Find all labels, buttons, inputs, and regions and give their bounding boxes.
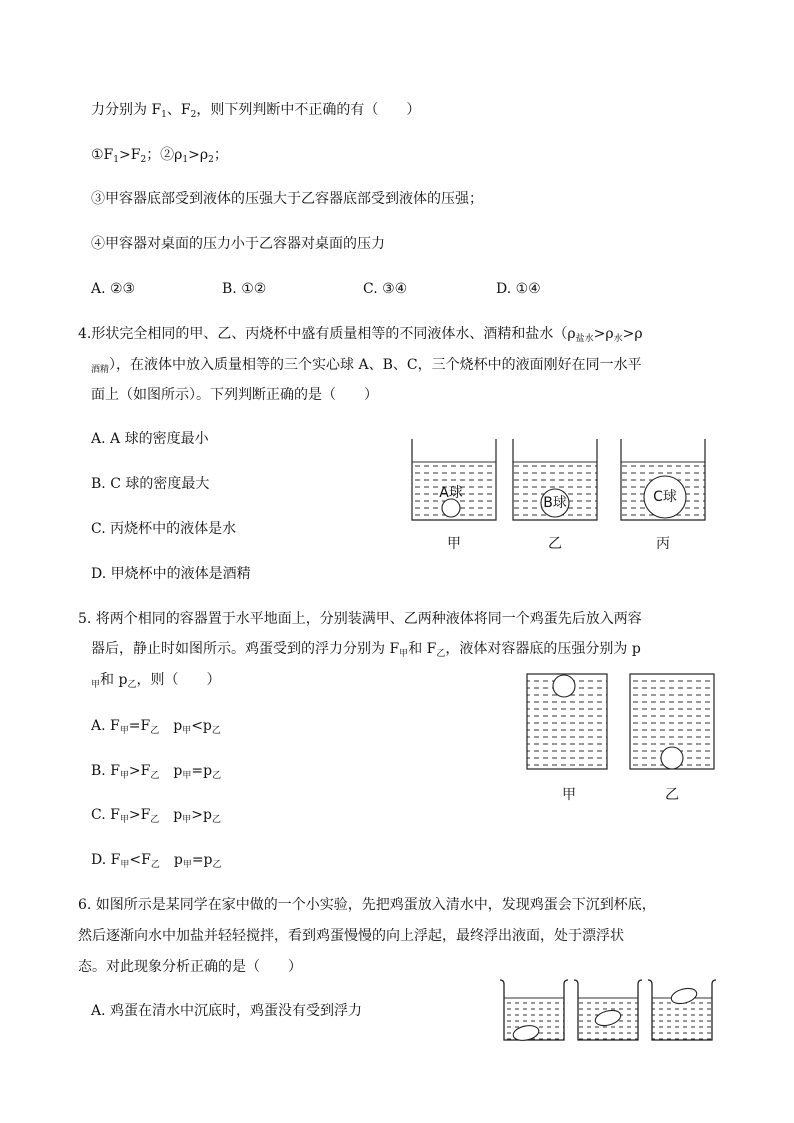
q4-figure (405, 435, 705, 555)
q3-statement-4: ④甲容器对桌面的压力小于乙容器对桌面的压力 (91, 236, 385, 252)
ball-a (442, 499, 460, 517)
q3-option-a[interactable]: A. ②③ (91, 281, 136, 297)
q4-stem-line-3: 面上（如图所示）。下列判断正确的是（ ） (91, 387, 378, 403)
q6-stem-line-2: 然后逐渐向水中加盐并轻轻搅拌，看到鸡蛋慢慢的向上浮起，最终浮出液面，处于漂浮状 (78, 928, 624, 944)
q5-stem-line-1: 5. 将两个相同的容器置于水平地面上，分别装满甲、乙两种液体将同一个鸡蛋先后放入两容 (78, 611, 642, 627)
beaker-label-bing: 丙 (656, 536, 670, 552)
beaker-bing (621, 439, 705, 520)
q4-option-d[interactable]: D. 甲烧杯中的液体是酒精 (91, 566, 251, 582)
q5-option-a[interactable]: A. $F_甲=F_乙$ $p_甲<p_乙$ (91, 718, 221, 736)
q5-figure (524, 671, 724, 806)
q5-option-c[interactable]: C. $F_甲>F_乙$ $p_甲>p_乙$ (91, 807, 222, 825)
q6-stem-line-3: 态。对此现象分析正确的是（ ） (78, 959, 302, 975)
beaker-1 (500, 980, 568, 1043)
q6-option-a[interactable]: A. 鸡蛋在清水中沉底时，鸡蛋没有受到浮力 (91, 1003, 363, 1019)
q5-stem-line-2: 器后，静止时如图所示。鸡蛋受到的浮力分别为 $F_甲$和 $F_乙$，液体对容器底的压强分别为 p (91, 641, 641, 659)
q3-statement-1-2: $①F_1>F_2$；$②\rho_1>\rho_2$； (91, 147, 228, 165)
liquid-3 (652, 998, 712, 1040)
q3-statement-3: ③甲容器底部受到液体的压强大于乙容器底部受到液体的压强； (91, 191, 483, 207)
q3-option-b[interactable]: B. ①② (222, 281, 267, 297)
beaker-3 (648, 980, 716, 1040)
q4-option-c[interactable]: C. 丙烧杯中的液体是水 (91, 521, 237, 537)
beaker-label-yi: 乙 (548, 536, 562, 552)
egg-jia (553, 675, 575, 697)
ball-c-label: C球 (653, 489, 677, 505)
q5-option-d[interactable]: D. $F_甲<F_乙$ $p_甲=p_乙$ (91, 852, 222, 870)
container-yi (630, 674, 714, 769)
ball-a-label: A球 (439, 485, 463, 501)
q5-stem-line-3: $_甲$和 $p_乙$，则（ ） (91, 672, 221, 690)
container-jia (527, 674, 607, 769)
beaker-label-jia: 甲 (447, 536, 461, 552)
q4-option-a[interactable]: A. A 球的密度最小 (91, 431, 209, 447)
beaker-jia (412, 439, 496, 520)
beaker-2 (574, 980, 642, 1040)
q3-option-c[interactable]: C. ③④ (363, 281, 408, 297)
container-label-yi: 乙 (665, 787, 679, 803)
egg-yi (661, 747, 683, 769)
q3-stem: 力分别为 $F_1$、$F_2$，则下列判断中不正确的有（ ） (91, 102, 421, 120)
q4-stem-line-2: $_{酒精}$），在液体中放入质量相等的三个实心球 A、B、C，三个烧杯中的液面刚好在同一水平 (91, 357, 642, 375)
beaker-yi (513, 439, 597, 520)
q4-option-b[interactable]: B. C 球的密度最大 (91, 476, 210, 492)
q6-stem-line-1: 6. 如图所示是某同学在家中做的一个小实验，先把鸡蛋放入清水中，发现鸡蛋会下沉到杯底， (78, 897, 656, 913)
q6-figure (498, 976, 738, 1046)
ball-b-label: B球 (543, 495, 567, 511)
q5-option-b[interactable]: B. $F_甲>F_乙$ $p_甲=p_乙$ (91, 763, 222, 781)
q4-stem-line-1: 4.形状完全相同的甲、乙、丙烧杯中盛有质量相等的不同液体水、酒精和盐水（$\rho_{盐水}>\rho_水>\rho$ (78, 326, 643, 344)
container-label-jia: 甲 (562, 787, 576, 803)
q3-option-d[interactable]: D. ①④ (496, 281, 541, 297)
